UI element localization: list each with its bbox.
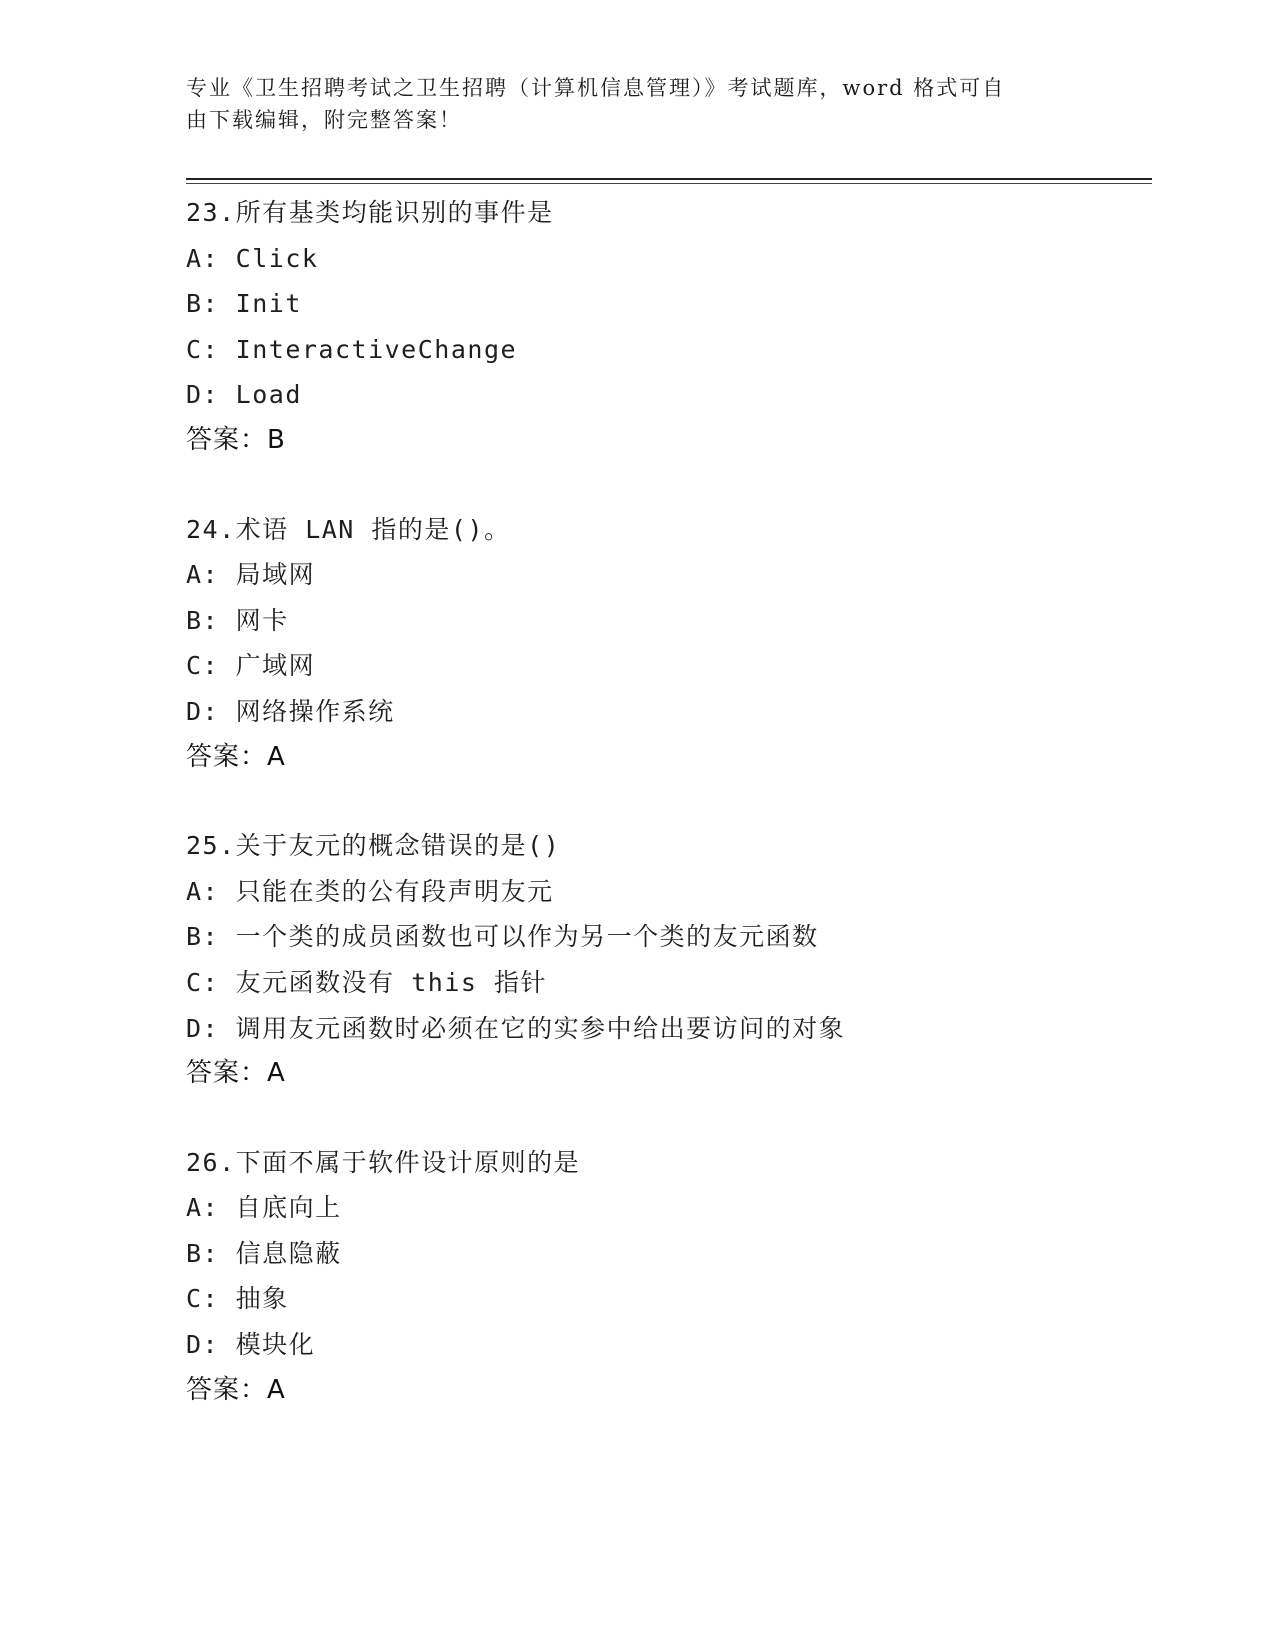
option-label: B:: [186, 289, 220, 319]
option-b: [186, 1231, 1152, 1277]
header-line-2: 由下载编辑，附完整答案！: [186, 108, 462, 132]
question-list: [186, 190, 1152, 1456]
option-label: A:: [186, 560, 220, 590]
option-c: [186, 1276, 1152, 1322]
question-stem: 23.所有基类均能识别的事件是: [186, 198, 554, 227]
option-label: D:: [186, 380, 220, 410]
option-b: [186, 598, 1152, 644]
option-label: B:: [186, 605, 220, 635]
option-label: A:: [186, 1193, 220, 1223]
question-item: [186, 1140, 1152, 1414]
answer-line: 答案：B: [186, 424, 286, 455]
option-label: C:: [186, 651, 220, 681]
option-d: [186, 372, 1152, 418]
question-stem: 26.下面不属于软件设计原则的是: [186, 1147, 581, 1177]
option-text: Load: [235, 380, 302, 410]
question-item: [186, 507, 1152, 781]
option-d: [186, 689, 1152, 735]
question-item: [186, 190, 1152, 464]
option-text: 信息隐蔽: [235, 1238, 342, 1268]
option-text: 网络操作系统: [235, 696, 395, 726]
option-a: [186, 869, 1152, 915]
answer-line: 答案：A: [186, 1374, 286, 1405]
option-label: B:: [186, 1238, 220, 1268]
option-text: Click: [235, 243, 319, 273]
option-text: 抽象: [235, 1284, 289, 1314]
option-a: [186, 552, 1152, 598]
option-label: D:: [186, 696, 220, 726]
header-divider-thick: [186, 178, 1152, 180]
header-divider-thin: [186, 183, 1152, 184]
option-text: 调用友元函数时必须在它的实参中给出要访问的对象: [235, 1013, 846, 1043]
option-b: [186, 914, 1152, 960]
option-text: 自底向上: [235, 1193, 342, 1223]
option-a: [186, 1185, 1152, 1231]
option-text: InteractiveChange: [235, 334, 518, 364]
option-c: [186, 643, 1152, 689]
answer-line: 答案：A: [186, 741, 286, 772]
option-text: 模块化: [235, 1330, 316, 1360]
option-text: 一个类的成员函数也可以作为另一个类的友元函数: [235, 922, 819, 952]
option-d: [186, 1322, 1152, 1368]
option-label: C:: [186, 967, 220, 997]
option-a: [186, 236, 1152, 282]
option-label: D:: [186, 1330, 220, 1360]
question-item: [186, 823, 1152, 1097]
option-text: 局域网: [235, 560, 316, 590]
option-label: C:: [186, 334, 220, 364]
option-text: 友元函数没有 this 指针: [235, 967, 547, 997]
option-text: 只能在类的公有段声明友元: [235, 876, 554, 906]
option-b: [186, 281, 1152, 327]
option-d: [186, 1006, 1152, 1052]
option-label: A:: [186, 243, 220, 273]
option-label: D:: [186, 1013, 220, 1043]
option-label: B:: [186, 922, 220, 952]
option-c: [186, 960, 1152, 1006]
answer-line: 答案：A: [186, 1058, 286, 1089]
option-text: 网卡: [235, 605, 289, 635]
document-header: [186, 72, 1066, 136]
question-stem: 24.术语 LAN 指的是()。: [186, 514, 511, 544]
option-label: C:: [186, 1284, 220, 1314]
option-text: Init: [235, 289, 302, 319]
option-text: 广域网: [235, 651, 316, 681]
option-label: A:: [186, 876, 220, 906]
option-c: [186, 327, 1152, 373]
question-stem: 25.关于友元的概念错误的是(): [186, 831, 561, 861]
header-line-1: 专业《卫生招聘考试之卫生招聘（计算机信息管理）》考试题库，word 格式可自: [186, 76, 1006, 100]
